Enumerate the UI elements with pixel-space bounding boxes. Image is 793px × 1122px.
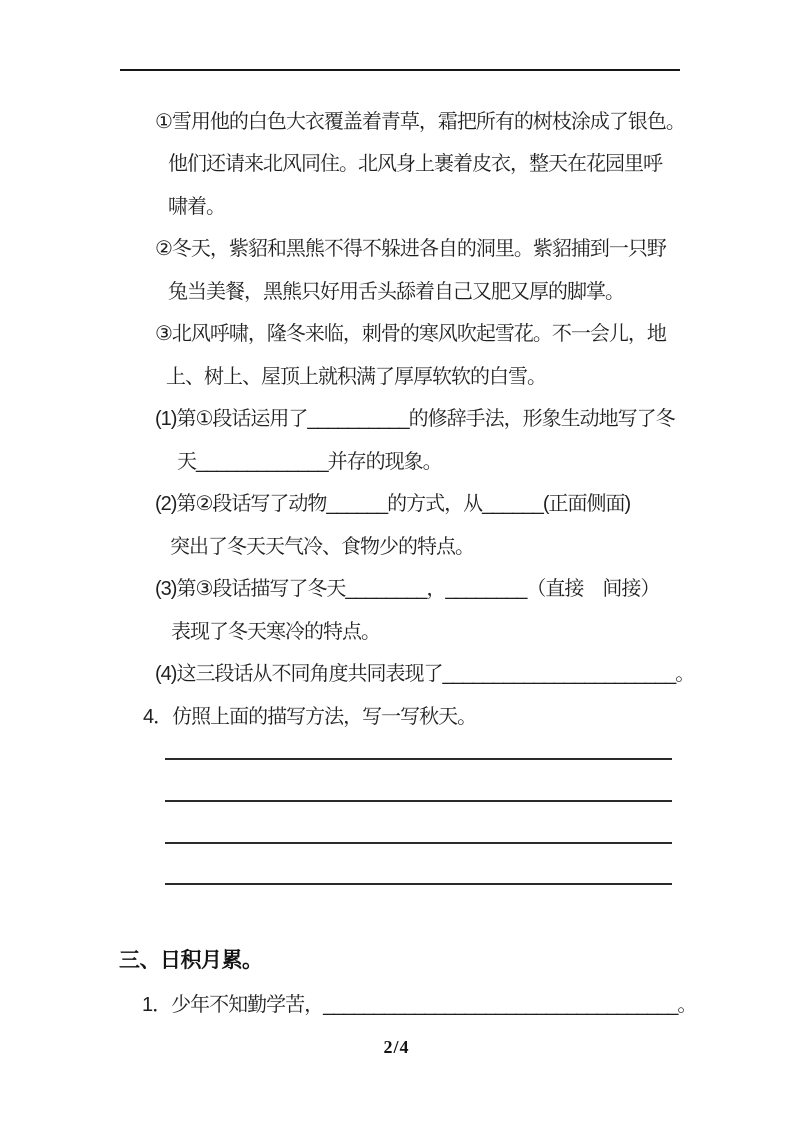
passage-line: 他们还请来北风同住。北风身上裹着皮衣，整天在花园里呼 (168, 153, 662, 175)
passage-line: 啸着。 (168, 196, 225, 218)
passage-line: ①雪用他的白色大衣覆盖着青草，霜把所有的树枝涂成了银色。 (155, 111, 685, 133)
question-line: 表现了冬天寒冷的特点。 (171, 621, 380, 643)
passage-line: 上、树上、屋顶上就积满了厚厚软软的白雪。 (166, 366, 546, 388)
answer-writing-line (165, 842, 672, 844)
question-line: 天_____________并存的现象。 (177, 451, 442, 473)
page-number: 2/4 (383, 1037, 410, 1057)
question-line: 突出了冬天天气冷、食物少的特点。 (170, 536, 474, 558)
answer-writing-line (165, 758, 672, 760)
answer-writing-line (165, 800, 672, 802)
question-line: (1)第①段话运用了__________的修辞手法，形象生动地写了冬 (155, 408, 675, 430)
question-line: (2)第②段话写了动物______的方式，从______(正面侧面) (155, 493, 631, 515)
question-line: (4)这三段话从不同角度共同表现了_______________________。 (155, 663, 695, 685)
passage-line: 兔当美餐，黑熊只好用舌头舔着自己又肥又厚的脚掌。 (168, 281, 624, 303)
header-rule (120, 69, 680, 71)
passage-line: ②冬天，紫貂和黑熊不得不躲进各自的洞里。紫貂捕到一只野 (155, 238, 666, 260)
proverb-fill-line: 1．少年不知勤学苦，___________________________________。 (142, 994, 697, 1016)
answer-writing-line (165, 883, 672, 885)
task-item: 4．仿照上面的描写方法，写一写秋天。 (143, 706, 477, 728)
question-line: (3)第③段话描写了冬天________，________（直接 间接） (155, 578, 660, 600)
passage-line: ③北风呼啸，隆冬来临，刺骨的寒风吹起雪花。不一会儿，地 (155, 323, 666, 345)
section-heading: 三、日积月累。 (119, 949, 263, 972)
